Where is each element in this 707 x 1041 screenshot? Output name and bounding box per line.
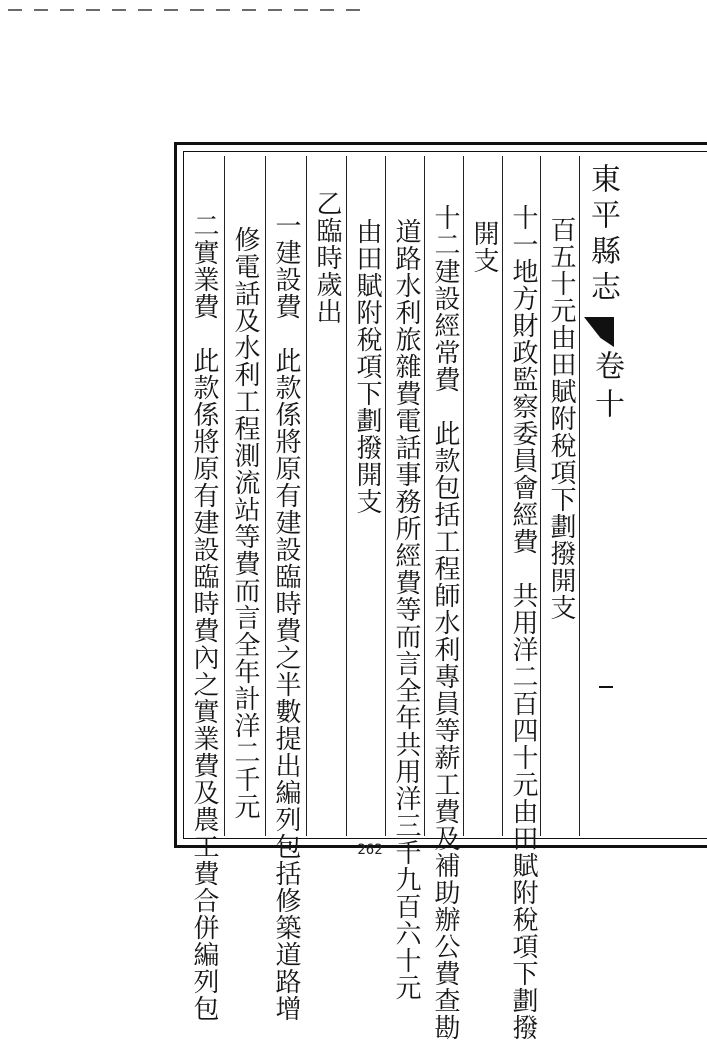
title-rule <box>599 686 613 688</box>
column-rule <box>463 156 464 836</box>
volume-label: 卷十 <box>589 350 624 426</box>
text-column: 一建設費 此款係將原有建設臨時費之半數提出編列包括修築道路增 <box>271 212 301 1022</box>
column-rule <box>385 156 386 836</box>
column-rule <box>224 156 225 836</box>
column-rule <box>265 156 266 836</box>
column-rule <box>346 156 347 836</box>
column-rule <box>424 156 425 836</box>
text-column: 百五十元由田賦附稅項下劃撥開支 <box>546 216 576 621</box>
text-column: 由田賦附稅項下劃撥開支 <box>352 218 382 515</box>
book-title: 東平縣志 <box>585 163 620 307</box>
top-dashed-rule <box>8 9 360 11</box>
column-rule <box>502 156 503 836</box>
page-number: 262 <box>357 842 383 858</box>
column-rule <box>306 156 307 836</box>
text-column: 修電話及水利工程測流站等費而言全年計洋二千元 <box>230 226 260 820</box>
column-rule <box>540 156 541 836</box>
text-column: 開支 <box>469 220 499 274</box>
text-column: 十一地方財政監察委員會經費 共用洋二百四十元由田賦附稅項下劃撥 <box>508 204 538 1041</box>
text-column: 十二建設經常費 此款包括工程師水利專員等薪工費及補助辦公費查勘 <box>430 204 460 1041</box>
text-column: 二實業費 此款係將原有建設臨時費內之實業費及農工費合併編列包 <box>189 212 219 1022</box>
text-column: 乙臨時歲出 <box>312 190 342 325</box>
text-column: 道路水利旅雜費電話事務所經費等而言全年共用洋三千九百六十元 <box>391 218 421 1001</box>
